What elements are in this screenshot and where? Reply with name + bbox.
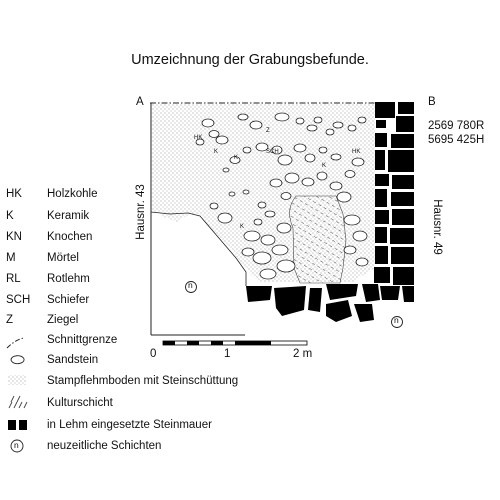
house-label-right: Hausnr. 49 <box>431 199 443 255</box>
scale-bar-seg3 <box>211 341 223 345</box>
house-label-left: Hausnr. 43 <box>135 184 147 240</box>
marker-z: Z <box>266 128 270 134</box>
legend-meaning-sch: Schiefer <box>47 294 90 306</box>
marker-k3: K <box>322 163 327 169</box>
corner-a-label: A <box>136 96 144 108</box>
marker-hk1: HK <box>194 135 203 141</box>
marker-k4: K <box>240 224 245 230</box>
legend-wall-symbol <box>8 420 27 430</box>
corner-b-label: B <box>428 96 436 108</box>
legend-schnittgrenze-symbol <box>7 338 24 348</box>
figure-title: Umzeichnung der Grabungsbefunde. <box>131 52 369 68</box>
marker-k2: K <box>234 155 239 161</box>
scale-bar-seg2 <box>187 341 199 345</box>
scale-bar-seg4 <box>235 341 271 345</box>
legend-sandstone-symbol <box>11 356 24 364</box>
legend-meaning-m: Mörtel <box>47 252 79 264</box>
marker-k1: K <box>214 149 219 155</box>
legend-code-z: Z <box>6 314 14 326</box>
legend-code-m: M <box>6 252 16 264</box>
legend-stipple-symbol <box>8 375 26 385</box>
coordinate-north: 5695 425H <box>428 134 485 146</box>
legend-schnittgrenze-label: Schnittgrenze <box>47 334 118 346</box>
coordinate-east: 2569 780R <box>428 120 485 132</box>
scale-label-1: 1 <box>224 348 231 360</box>
legend-code-k: K <box>6 210 14 222</box>
legend-sandstein-label: Sandstein <box>47 354 99 366</box>
legend-code-kn: KN <box>6 231 22 243</box>
legend-meaning-k: Keramik <box>47 210 90 222</box>
scale-label-0: 0 <box>150 348 157 360</box>
legend-stampflehm-label: Stampflehmboden mit Steinschüttung <box>47 375 239 387</box>
modern-layer-label-1: n <box>188 280 193 290</box>
legend-code-hk: HK <box>6 188 22 200</box>
scale-bar-seg1 <box>163 341 175 345</box>
legend-steinmauer-label: in Lehm eingesetzte Steinmauer <box>47 419 212 431</box>
legend-meaning-hk: Holzkohle <box>47 188 98 200</box>
legend-circled-n-letter: n <box>14 440 19 450</box>
legend-meaning-kn: Knochen <box>47 231 93 243</box>
kulturschicht-area <box>290 196 346 283</box>
legend-neuzeitlich-label: neuzeitliche Schichten <box>47 440 162 452</box>
marker-hk2: HK <box>352 149 361 155</box>
marker-sch: SCH <box>266 149 279 155</box>
legend-code-sch: SCH <box>6 294 31 306</box>
legend-meaning-z: Ziegel <box>47 314 79 326</box>
legend-hatch-symbol <box>9 396 27 408</box>
legend-code-rl: RL <box>6 273 21 285</box>
legend-kulturschicht-label: Kulturschicht <box>47 397 113 409</box>
legend-meaning-rl: Rotlehm <box>47 273 90 285</box>
stone-wall-bottom <box>246 284 414 322</box>
modern-layer-label-2: n <box>394 315 399 325</box>
stone-wall-right <box>374 102 414 285</box>
scale-label-2m: 2 m <box>293 348 313 360</box>
